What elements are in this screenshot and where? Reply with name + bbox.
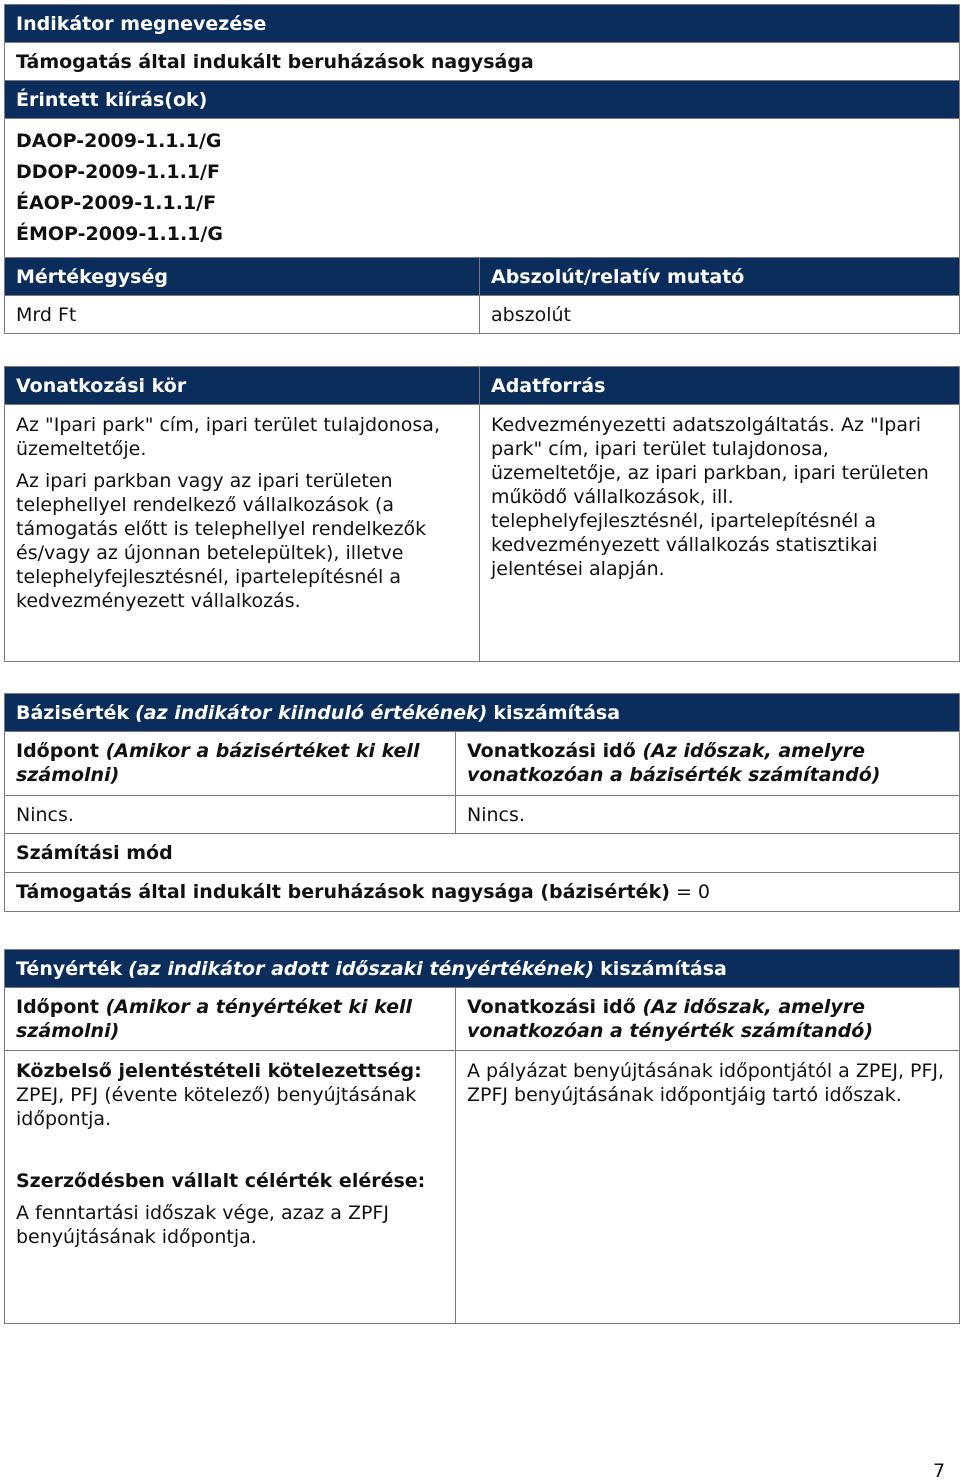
base-ref-value: Nincs. — [456, 796, 960, 834]
call-item: DDOP-2009-1.1.1/F — [16, 161, 220, 183]
method-formula: Támogatás által indukált beruházások nagysága (bázisérték) = 0 — [5, 873, 960, 912]
actual-value-table — [4, 949, 960, 1324]
source-header: Adatforrás — [480, 367, 960, 405]
scope-paragraph: Az ipari parkban vagy az ipari területen telephellyel rendelkező vállalkozások (a támogatás előtt is telephellyel rendelkezők és/vagy az újonnan betelepültek), illetve telephelyfejlesztésnél, ipartelepítésnél a kedvezményezett vállalkozás. — [16, 470, 427, 612]
indicator-header: Indikátor megnevezése — [5, 5, 960, 43]
actual-time-label: Időpont (Amikor a tényértéket ki kell számolni) — [5, 988, 456, 1051]
indicator-name: Támogatás által indukált beruházások nagysága — [5, 43, 960, 81]
scope-paragraph: Az "Ipari park" cím, ipari terület tulajdonosa, üzemeltetője. — [16, 414, 440, 460]
target-label: Szerződésben vállalt célérték elérése: — [16, 1170, 426, 1192]
calls-header: Érintett kiírás(ok) — [5, 81, 960, 119]
base-value-table — [4, 693, 960, 912]
unit-value: Mrd Ft — [5, 296, 480, 334]
abs-rel-value: abszolút — [480, 296, 960, 334]
method-header: Számítási mód — [5, 834, 960, 873]
scope-source-table — [4, 366, 960, 662]
actual-ref-cell — [456, 1051, 960, 1324]
actual-ref-label: Vonatkozási idő (Az időszak, amelyre vonatkozóan a tényérték számítandó) — [456, 988, 960, 1051]
scope-header: Vonatkozási kör — [5, 367, 480, 405]
abs-rel-header: Abszolút/relatív mutató — [480, 258, 960, 296]
source-text: Kedvezményezetti adatszolgáltatás. Az "Ipari park" cím, ipari terület tulajdonosa, üzemeltetője, az ipari parkban, ipari területen működő vállalkozások, ill. telephelyfejlesztésnél, ipartelepítésnél a kedvezményezett vállalkozás statisztikai jelentései alapján. — [491, 414, 929, 580]
base-time-label: Időpont (Amikor a bázisértéket ki kell számolni) — [5, 732, 456, 796]
source-cell — [480, 405, 960, 662]
page-number: 7 — [933, 1460, 946, 1482]
actual-value-header: Tényérték (az indikátor adott időszaki tényértékének) kiszámítása — [5, 950, 960, 988]
actual-time-cell — [5, 1051, 456, 1324]
scope-cell — [5, 405, 480, 662]
call-item: ÉMOP-2009-1.1.1/G — [16, 223, 223, 245]
call-item: ÉAOP-2009-1.1.1/F — [16, 192, 217, 214]
indicator-table — [4, 4, 960, 334]
base-value-header: Bázisérték (az indikátor kiinduló értékének) kiszámítása — [5, 694, 960, 732]
calls-list — [5, 119, 960, 258]
unit-header: Mértékegység — [5, 258, 480, 296]
target-text: A fenntartási időszak vége, azaz a ZPFJ benyújtásának időpontja. — [16, 1202, 389, 1248]
base-time-value: Nincs. — [5, 796, 456, 834]
call-item: DAOP-2009-1.1.1/G — [16, 130, 222, 152]
interim-reporting: Közbelső jelentéstételi kötelezettség: ZPEJ, PFJ (évente kötelező) benyújtásának időpontja. — [16, 1060, 422, 1130]
base-ref-label: Vonatkozási idő (Az időszak, amelyre vonatkozóan a bázisérték számítandó) — [456, 732, 960, 796]
period-text: A pályázat benyújtásának időpontjától a ZPEJ, PFJ, ZPFJ benyújtásának időpontjáig tartó időszak. — [467, 1060, 945, 1106]
